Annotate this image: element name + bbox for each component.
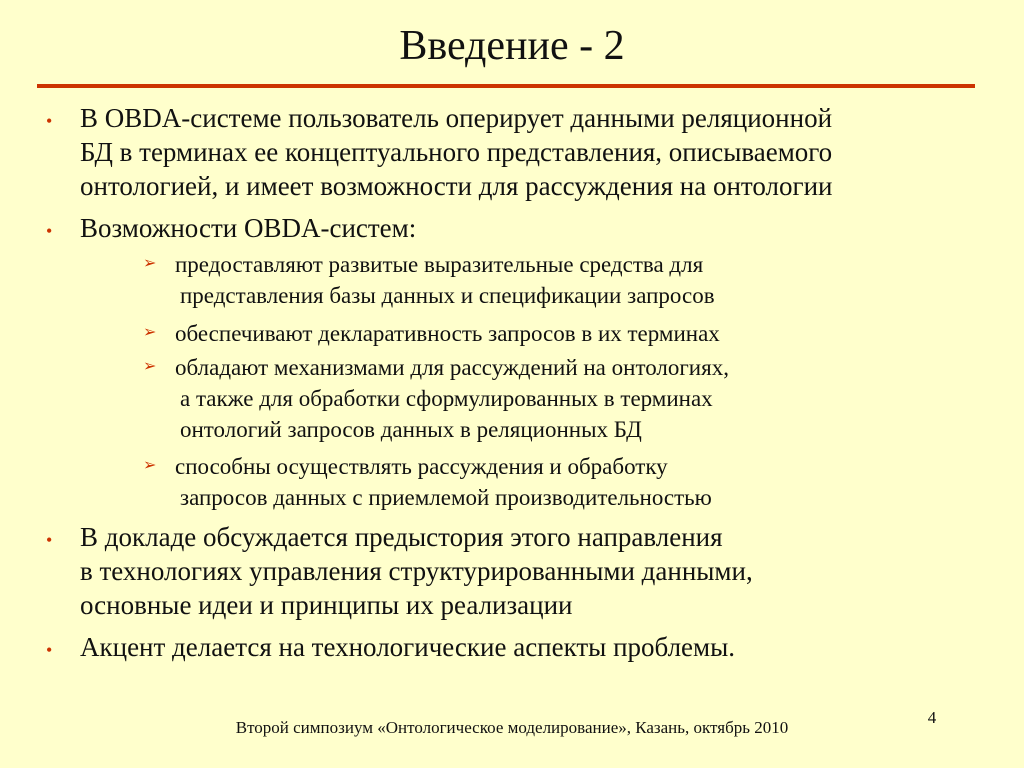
sub-bullet-marker: ➢ [143, 358, 157, 375]
bullet-line: в технологиях управления структурированными данными, [80, 556, 753, 586]
sub-bullet-line: представления базы данных и спецификации запросов [180, 283, 715, 308]
bullet-line: Акцент делается на технологические аспекты проблемы. [80, 632, 736, 662]
sub-bullet-declarative-queries [175, 318, 935, 349]
bullet-line: онтологией, и имеет возможности для рассуждения на онтологии [80, 171, 833, 201]
sub-bullet-line: способны осуществлять рассуждения и обработку [175, 454, 668, 479]
sub-bullet-marker: ➢ [143, 255, 157, 272]
sub-bullet-marker: ➢ [143, 324, 157, 341]
bullet-technology-focus [80, 630, 980, 664]
bullet-line: Возможности OBDA-систем: [80, 213, 417, 243]
sub-bullet-line: запросов данных с приемлемой производительностью [180, 485, 712, 510]
sub-bullet-line: обладают механизмами для рассуждений на онтологиях, [175, 355, 729, 380]
bullet-marker: • [46, 221, 53, 241]
sub-bullet-expressive-means [175, 249, 935, 311]
bullet-line: В докладе обсуждается предыстория этого направления [80, 522, 723, 552]
sub-bullet-marker: ➢ [143, 457, 157, 474]
sub-bullet-line: обеспечивают декларативность запросов в их терминах [175, 321, 720, 346]
page-number: 4 [927, 708, 937, 727]
sub-bullet-line: предоставляют развитые выразительные средства для [175, 252, 704, 277]
bullet-obda-capabilities [80, 211, 980, 245]
bullet-line: БД в терминах ее концептуального представления, описываемого [80, 137, 833, 167]
bullet-report-history [80, 520, 980, 622]
sub-bullet-performance [175, 451, 935, 513]
bullet-obda-description [80, 101, 980, 203]
sub-bullet-line: а также для обработки сформулированных в терминах [180, 386, 713, 411]
sub-bullet-reasoning-mechanisms [175, 352, 935, 445]
sub-bullet-line: онтологий запросов данных в реляционных БД [180, 417, 642, 442]
bullet-line: В OBDA-системе пользователь оперирует данными реляционной [80, 103, 833, 133]
bullet-marker: • [46, 530, 53, 550]
bullet-marker: • [46, 640, 53, 660]
bullet-line: основные идеи и принципы их реализации [80, 590, 573, 620]
title-divider [37, 84, 975, 88]
bullet-marker: • [46, 111, 53, 131]
slide-title: Введение - 2 [399, 23, 625, 69]
slide-footer: Второй симпозиум «Онтологическое моделирование», Казань, октябрь 2010 [235, 718, 789, 737]
